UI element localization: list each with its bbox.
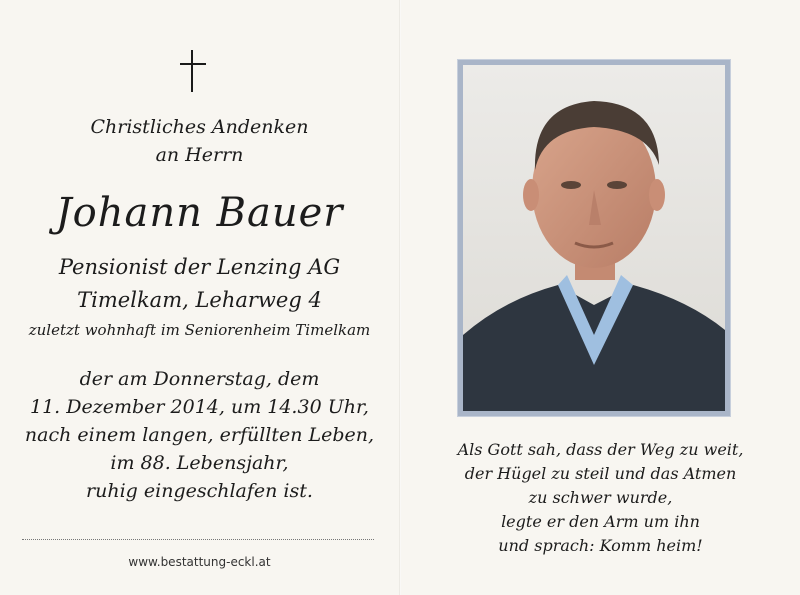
text-line: der am Donnerstag, dem (79, 368, 320, 390)
left-page (0, 0, 399, 595)
text-line: 11. Dezember 2014, um 14.30 Uhr, (30, 396, 369, 418)
portrait-photo (463, 65, 725, 411)
website: www.bestattung-eckl.at (128, 555, 271, 569)
intro-line-1: Christliches Andenken (90, 116, 309, 138)
occupation: Pensionist der Lenzing AG (58, 255, 341, 279)
verse-line: legte er den Arm um ihn (501, 512, 700, 531)
address: Timelkam, Leharweg 4 (77, 288, 322, 312)
text-line: nach einem langen, erfüllten Leben, (24, 424, 375, 446)
verse-line: Als Gott sah, dass der Weg zu weit, (457, 440, 744, 459)
deceased-name: Johann Bauer (55, 190, 344, 236)
intro-line-2: an Herrn (155, 144, 244, 166)
divider (22, 539, 374, 540)
verse-line: der Hügel zu steil und das Atmen (464, 464, 737, 483)
cross-icon (178, 50, 208, 92)
portrait-frame (458, 60, 730, 416)
verse-line: und sprach: Komm heim! (498, 536, 703, 555)
verse-line: zu schwer wurde, (528, 488, 673, 507)
text-line: ruhig eingeschlafen ist. (86, 480, 313, 502)
residence: zuletzt wohnhaft im Seniorenheim Timelkam (28, 321, 371, 339)
text-line: im 88. Lebensjahr, (110, 452, 289, 474)
